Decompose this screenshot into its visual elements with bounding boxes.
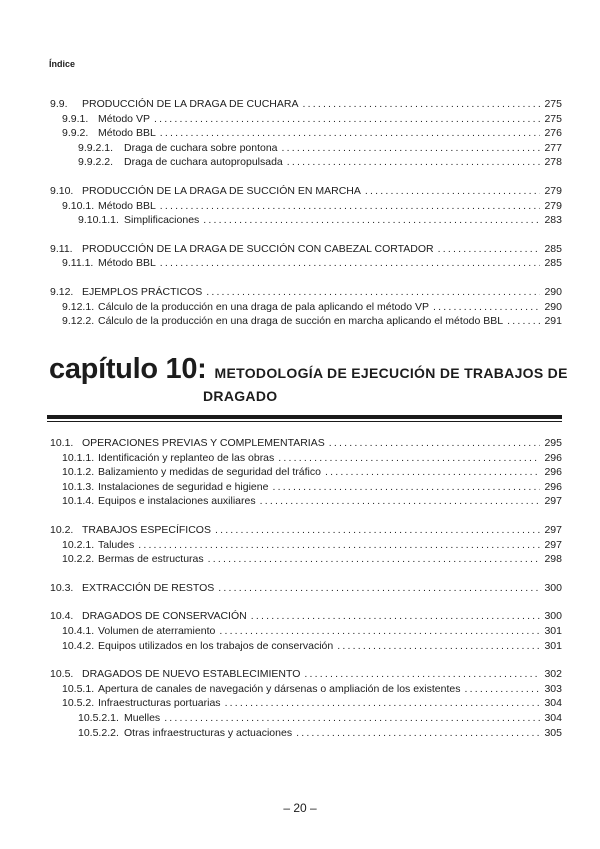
toc-dot-leader [287,155,540,170]
toc-entry-title: PRODUCCIÓN DE LA DRAGA DE SUCCIÓN CON CABEZAL CORTADOR [82,242,434,255]
toc-entry-page: 277 [544,141,562,154]
toc-entry [47,494,562,509]
toc-entry-number: 9.12.1. [62,300,95,313]
toc-entry-number: 9.10.1. [62,199,95,212]
toc-entry [47,141,562,156]
toc-group [47,242,562,271]
toc-entry [47,639,562,654]
toc-entry-page: 305 [544,726,562,739]
chapter-title-line2: DRAGADO [203,388,278,404]
toc-entry [47,285,562,300]
toc-entry-page: 297 [544,538,562,551]
toc-entry-title: TRABAJOS ESPECÍFICOS [82,523,211,536]
toc-section-chapter-9 [47,97,562,343]
toc-entry-page: 300 [544,581,562,594]
toc-entry-page: 296 [544,451,562,464]
toc-entry-page: 291 [544,315,562,328]
toc-entry-page: 285 [544,242,562,255]
toc-entry [47,112,562,127]
toc-dot-leader [282,141,540,156]
toc-entry-title: Otras infraestructuras y actuaciones [124,726,293,739]
toc-entry [47,609,562,624]
toc-entry-title: DRAGADOS DE CONSERVACIÓN [82,610,247,623]
toc-dot-leader [160,256,540,271]
chapter-title-line1: METODOLOGÍA DE EJECUCIÓN DE TRABAJOS DE [214,365,568,381]
toc-entry [47,711,562,726]
toc-dot-leader [329,436,540,451]
toc-entry-number: 10.5.1. [62,682,95,695]
toc-entry-title: Bermas de estructuras [98,553,204,566]
toc-entry-page: 304 [544,697,562,710]
toc-entry-page: 279 [544,184,562,197]
toc-dot-leader [296,726,540,741]
toc-section-chapter-10 [47,436,562,754]
toc-entry-title: Equipos e instalaciones auxiliares [98,495,256,508]
toc-entry-title: PRODUCCIÓN DE LA DRAGA DE SUCCIÓN EN MARCHA [82,184,361,197]
toc-entry [47,480,562,495]
toc-entry-number: 10.5.2.1. [78,711,119,724]
toc-entry-number: 10.5.2. [62,697,95,710]
toc-entry [47,696,562,711]
toc-dot-leader [160,126,540,141]
toc-entry-number: 10.1.1. [62,451,95,464]
toc-entry-page: 275 [544,98,562,110]
toc-dot-leader [260,494,540,509]
toc-entry [47,242,562,257]
toc-entry-number: 9.12.2. [62,315,95,328]
toc-entry-number: 10.4.1. [62,624,95,637]
toc-entry-page: 301 [544,639,562,652]
toc-dot-leader [302,97,540,112]
toc-entry-title: Volumen de aterramiento [98,624,216,637]
toc-entry-title: EXTRACCIÓN DE RESTOS [82,581,215,594]
chapter-label: capítulo 10: [49,353,207,385]
toc-entry-title: EJEMPLOS PRÁCTICOS [82,285,203,298]
toc-entry-page: 285 [544,257,562,270]
toc-entry-page: 295 [544,437,562,449]
toc-group [47,667,562,740]
toc-entry-number: 9.9.2. [62,127,89,140]
toc-group [47,436,562,509]
toc-group [47,523,562,567]
toc-entry [47,256,562,271]
toc-dot-leader [203,213,540,228]
toc-dot-leader [304,667,540,682]
toc-group [47,184,562,228]
toc-entry [47,199,562,214]
toc-entry [47,155,562,170]
toc-entry-page: 301 [544,624,562,637]
toc-group [47,609,562,653]
toc-entry-title: Infraestructuras portuarias [98,697,221,710]
toc-entry-title: OPERACIONES PREVIAS Y COMPLEMENTARIAS [82,437,325,449]
toc-entry-number: 10.5.2.2. [78,726,119,739]
toc-entry-page: 290 [544,285,562,298]
toc-dot-leader [208,552,540,567]
toc-entry [47,581,562,596]
toc-dot-leader [438,242,540,257]
toc-entry-title: Draga de cuchara sobre pontona [124,141,278,154]
toc-entry-number: 10.4. [50,610,74,623]
toc-dot-leader [164,711,540,726]
toc-entry-page: 276 [544,127,562,140]
toc-dot-leader [464,682,540,697]
toc-entry-number: 9.10. [50,184,74,197]
toc-entry-title: Cálculo de la producción en una draga de pala aplicando el método VP [98,300,429,313]
toc-entry [47,97,562,112]
toc-entry-title: Balizamiento y medidas de seguridad del tráfico [98,466,321,479]
chapter-heading [49,352,569,404]
toc-entry-number: 10.1. [50,437,74,449]
toc-entry-page: 296 [544,466,562,479]
toc-entry [47,126,562,141]
toc-entry-page: 275 [544,112,562,125]
toc-dot-leader [206,285,540,300]
toc-group [47,581,562,596]
toc-dot-leader [215,523,540,538]
toc-entry-number: 10.1.3. [62,480,95,493]
toc-entry [47,682,562,697]
toc-dot-leader [337,639,540,654]
toc-entry-page: 302 [544,668,562,681]
toc-entry-page: 279 [544,199,562,212]
toc-entry-title: Método BBL [98,199,156,212]
toc-entry [47,552,562,567]
toc-dot-leader [251,609,540,624]
toc-entry-number: 10.2.2. [62,553,95,566]
toc-entry-number: 9.12. [50,285,74,298]
toc-dot-leader [154,112,540,127]
toc-entry-page: 297 [544,495,562,508]
toc-entry-title: Instalaciones de seguridad e higiene [98,480,269,493]
toc-group [47,97,562,170]
toc-entry-number: 9.9.1. [62,112,89,125]
toc-entry-page: 304 [544,711,562,724]
toc-entry-title: Apertura de canales de navegación y dársenas o ampliación de los existentes [98,682,461,695]
toc-entry-page: 303 [544,682,562,695]
toc-entry-number: 9.9.2.2. [78,156,114,169]
toc-dot-leader [219,624,540,639]
toc-entry-number: 9.10.1.1. [78,214,119,227]
toc-entry-number: 9.11. [50,242,73,255]
toc-entry-page: 300 [544,610,562,623]
toc-entry-title: Método BBL [98,127,156,140]
toc-entry-number: 9.9.2.1. [78,141,114,154]
toc-entry-title: Equipos utilizados en los trabajos de conservación [98,639,334,652]
toc-entry [47,538,562,553]
toc-dot-leader [507,314,540,329]
toc-dot-leader [365,184,540,199]
toc-dot-leader [138,538,540,553]
toc-entry-title: Identificación y replanteo de las obras [98,451,275,464]
toc-dot-leader [160,199,540,214]
toc-entry-page: 296 [544,480,562,493]
toc-entry [47,451,562,466]
toc-entry-title: DRAGADOS DE NUEVO ESTABLECIMIENTO [82,668,301,681]
toc-group [47,285,562,329]
toc-entry [47,213,562,228]
chapter-rule-thick [47,415,562,419]
toc-entry-number: 9.9. [50,98,68,110]
toc-entry [47,184,562,199]
toc-entry-title: Muelles [124,711,161,724]
toc-entry [47,314,562,329]
toc-entry-number: 10.1.2. [62,466,95,479]
toc-dot-leader [278,451,540,466]
toc-entry-page: 290 [544,300,562,313]
toc-entry [47,624,562,639]
toc-entry [47,436,562,451]
toc-dot-leader [272,480,540,495]
page-number: – 20 – [283,801,317,815]
toc-entry-title: Cálculo de la producción en una draga de succión en marcha aplicando el método BBL [98,315,504,328]
toc-entry-page: 278 [544,156,562,169]
toc-dot-leader [325,465,540,480]
toc-entry-title: Taludes [98,538,135,551]
toc-entry-title: PRODUCCIÓN DE LA DRAGA DE CUCHARA [82,98,299,110]
toc-entry-number: 10.2. [50,523,74,536]
toc-entry-title: Método VP [98,112,150,125]
toc-entry-page: 297 [544,523,562,536]
toc-dot-leader [433,300,540,315]
chapter-rule-thin [47,421,562,422]
toc-entry-number: 10.1.4. [62,495,95,508]
toc-entry-number: 10.3. [50,581,74,594]
toc-entry-page: 298 [544,553,562,566]
running-header: Índice [49,59,76,69]
toc-entry-number: 10.5. [50,668,74,681]
toc-entry-title: Simplificaciones [124,214,200,227]
toc-entry [47,300,562,315]
toc-entry-number: 10.2.1. [62,538,95,551]
toc-entry [47,465,562,480]
toc-entry-number: 10.4.2. [62,639,95,652]
toc-entry-title: Método BBL [98,257,156,270]
toc-dot-leader [225,696,540,711]
toc-entry-number: 9.11.1. [62,257,94,270]
toc-entry [47,726,562,741]
toc-entry-page: 283 [544,214,562,227]
toc-entry-title: Draga de cuchara autopropulsada [124,156,283,169]
toc-dot-leader [218,581,540,596]
toc-entry [47,667,562,682]
toc-entry [47,523,562,538]
